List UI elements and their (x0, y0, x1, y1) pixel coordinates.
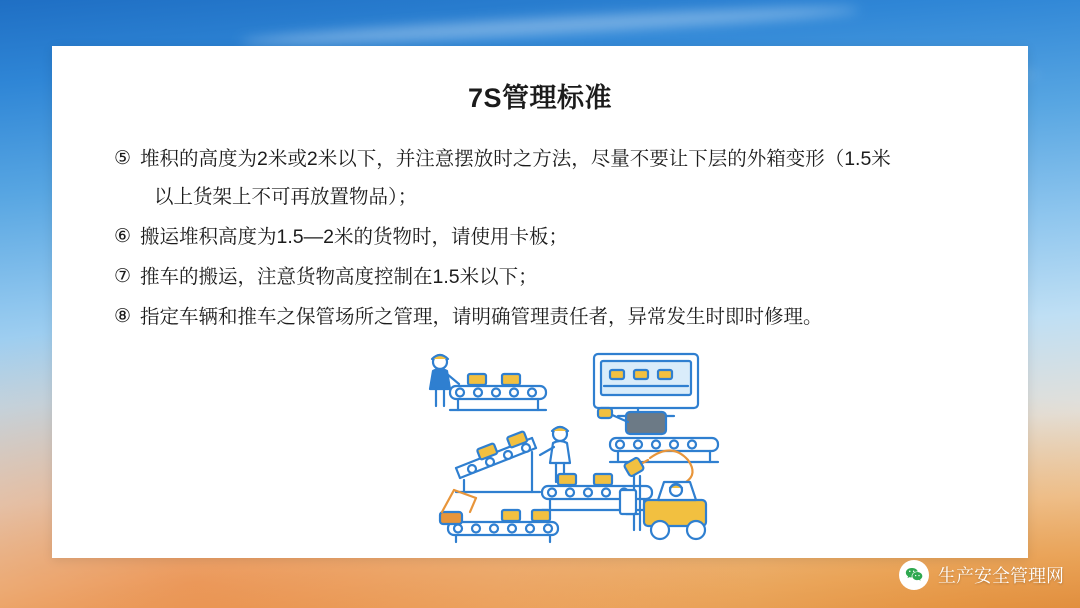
watermark-text: 生产安全管理网 (938, 566, 1064, 586)
list-item-text (140, 298, 976, 336)
list-item-marker: ⑦ (114, 266, 132, 287)
watermark (899, 560, 1064, 590)
list-item-line-continued: 以上货架上不可再放置物品）； (154, 186, 418, 208)
list-item-line: 堆积的高度为2米或2米以下，并注意摆放时之方法，尽量不要让下层的外箱变形（1.5米 (140, 148, 891, 170)
list-item-marker: ⑧ (114, 306, 132, 327)
factory-illustration (382, 334, 762, 544)
wechat-icon (899, 560, 929, 590)
list-item (114, 218, 976, 256)
forklift (620, 476, 706, 539)
page-title: 7S管理标准 (467, 83, 613, 113)
list-item (114, 298, 976, 336)
sky-streak (240, 2, 860, 50)
list-item-text (140, 218, 976, 256)
incline-conveyor-worker (456, 427, 570, 492)
list-item-line: 指定车辆和推车之保管场所之管理，请明确管理责任者，异常发生时即时修理。 (140, 306, 823, 328)
list-item-marker: ⑤ (114, 148, 132, 169)
robot-arm-bottom (440, 490, 558, 542)
list-item-text (140, 140, 976, 216)
conveyor-top-left (430, 355, 546, 410)
list-item-text (140, 258, 976, 296)
standards-list (114, 140, 976, 338)
slide-card (52, 46, 1028, 558)
monitor-conveyor (594, 354, 698, 416)
list-item-marker: ⑥ (114, 226, 132, 247)
list-item-line: 搬运堆积高度为1.5—2米的货物时，请使用卡板； (140, 226, 568, 248)
list-item (114, 258, 976, 296)
list-item-line: 推车的搬运，注意货物高度控制在1.5米以下； (140, 266, 538, 288)
list-item (114, 140, 976, 216)
